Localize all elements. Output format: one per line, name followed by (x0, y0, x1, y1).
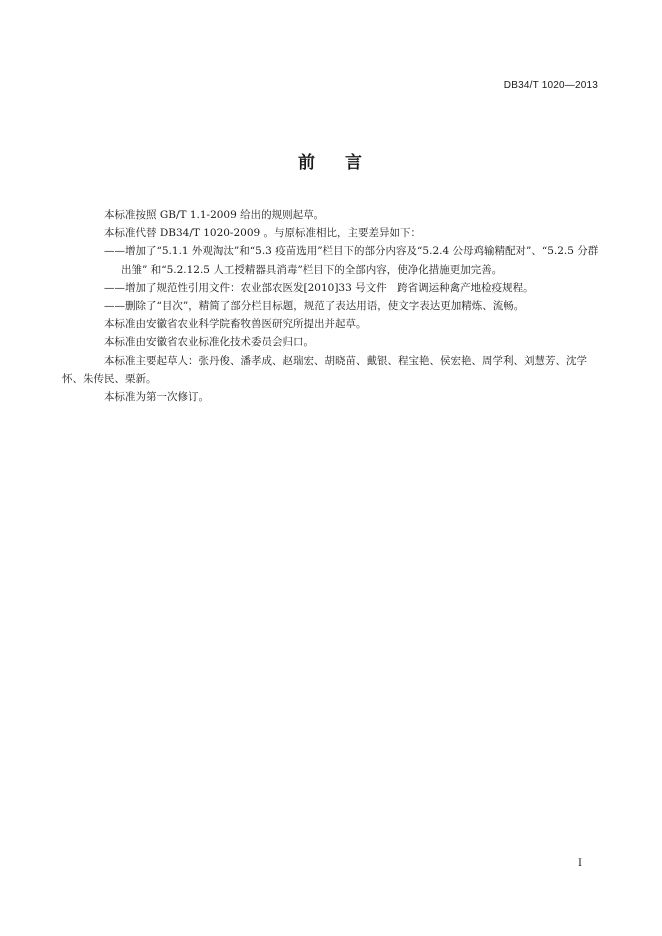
revision-paragraph: 本标准为第一次修订。 (104, 391, 209, 404)
proposer-paragraph: 本标准由安徽省农业科学院畜牧兽医研究所提出并起草。 (104, 318, 367, 331)
change-item-3: ——删除了“目次”，精简了部分栏目标题，规范了表达用语，使文字表达更加精炼、流畅。 (104, 300, 525, 313)
title-char-1: 前 (298, 153, 317, 173)
foreword-body (62, 206, 607, 406)
drafters-paragraph: 本标准主要起草人：张丹俊、潘孝成、赵瑞宏、胡晓苗、戴银、程宝艳、侯宏艳、周学利、刘慧芳、沈学怀、朱传民、栗新。 (62, 354, 587, 385)
replacement-paragraph: 本标准代替 DB34/T 1020-2009 。与原标准相比，主要差异如下： (104, 227, 422, 240)
page-number: I (578, 858, 582, 869)
drafting-rule-paragraph: 本标准按照 GB/T 1.1-2009 给出的规则起草。 (104, 209, 325, 221)
title-char-2: 言 (345, 153, 364, 173)
change-item-2: ——增加了规范性引用文件：农业部农医发[2010]33 号文件 跨省调运种禽产地检疫规程。 (104, 281, 534, 294)
centralized-paragraph: 本标准由安徽省农业标准化技术委员会归口。 (104, 336, 314, 349)
standard-code: DB34/T 1020—2013 (503, 80, 598, 91)
change-item-1: ——增加了“5.1.1 外观淘汰”和“5.3 疫苗选用”栏目下的部分内容及“5.2.4 公母鸡输精配对”、“5.2.5 分群出雏” 和“5.2.12.5 人工授精器具消毒”栏目下的全部内容，使净化措施更加完善。 (104, 245, 599, 276)
page-title (0, 148, 662, 173)
